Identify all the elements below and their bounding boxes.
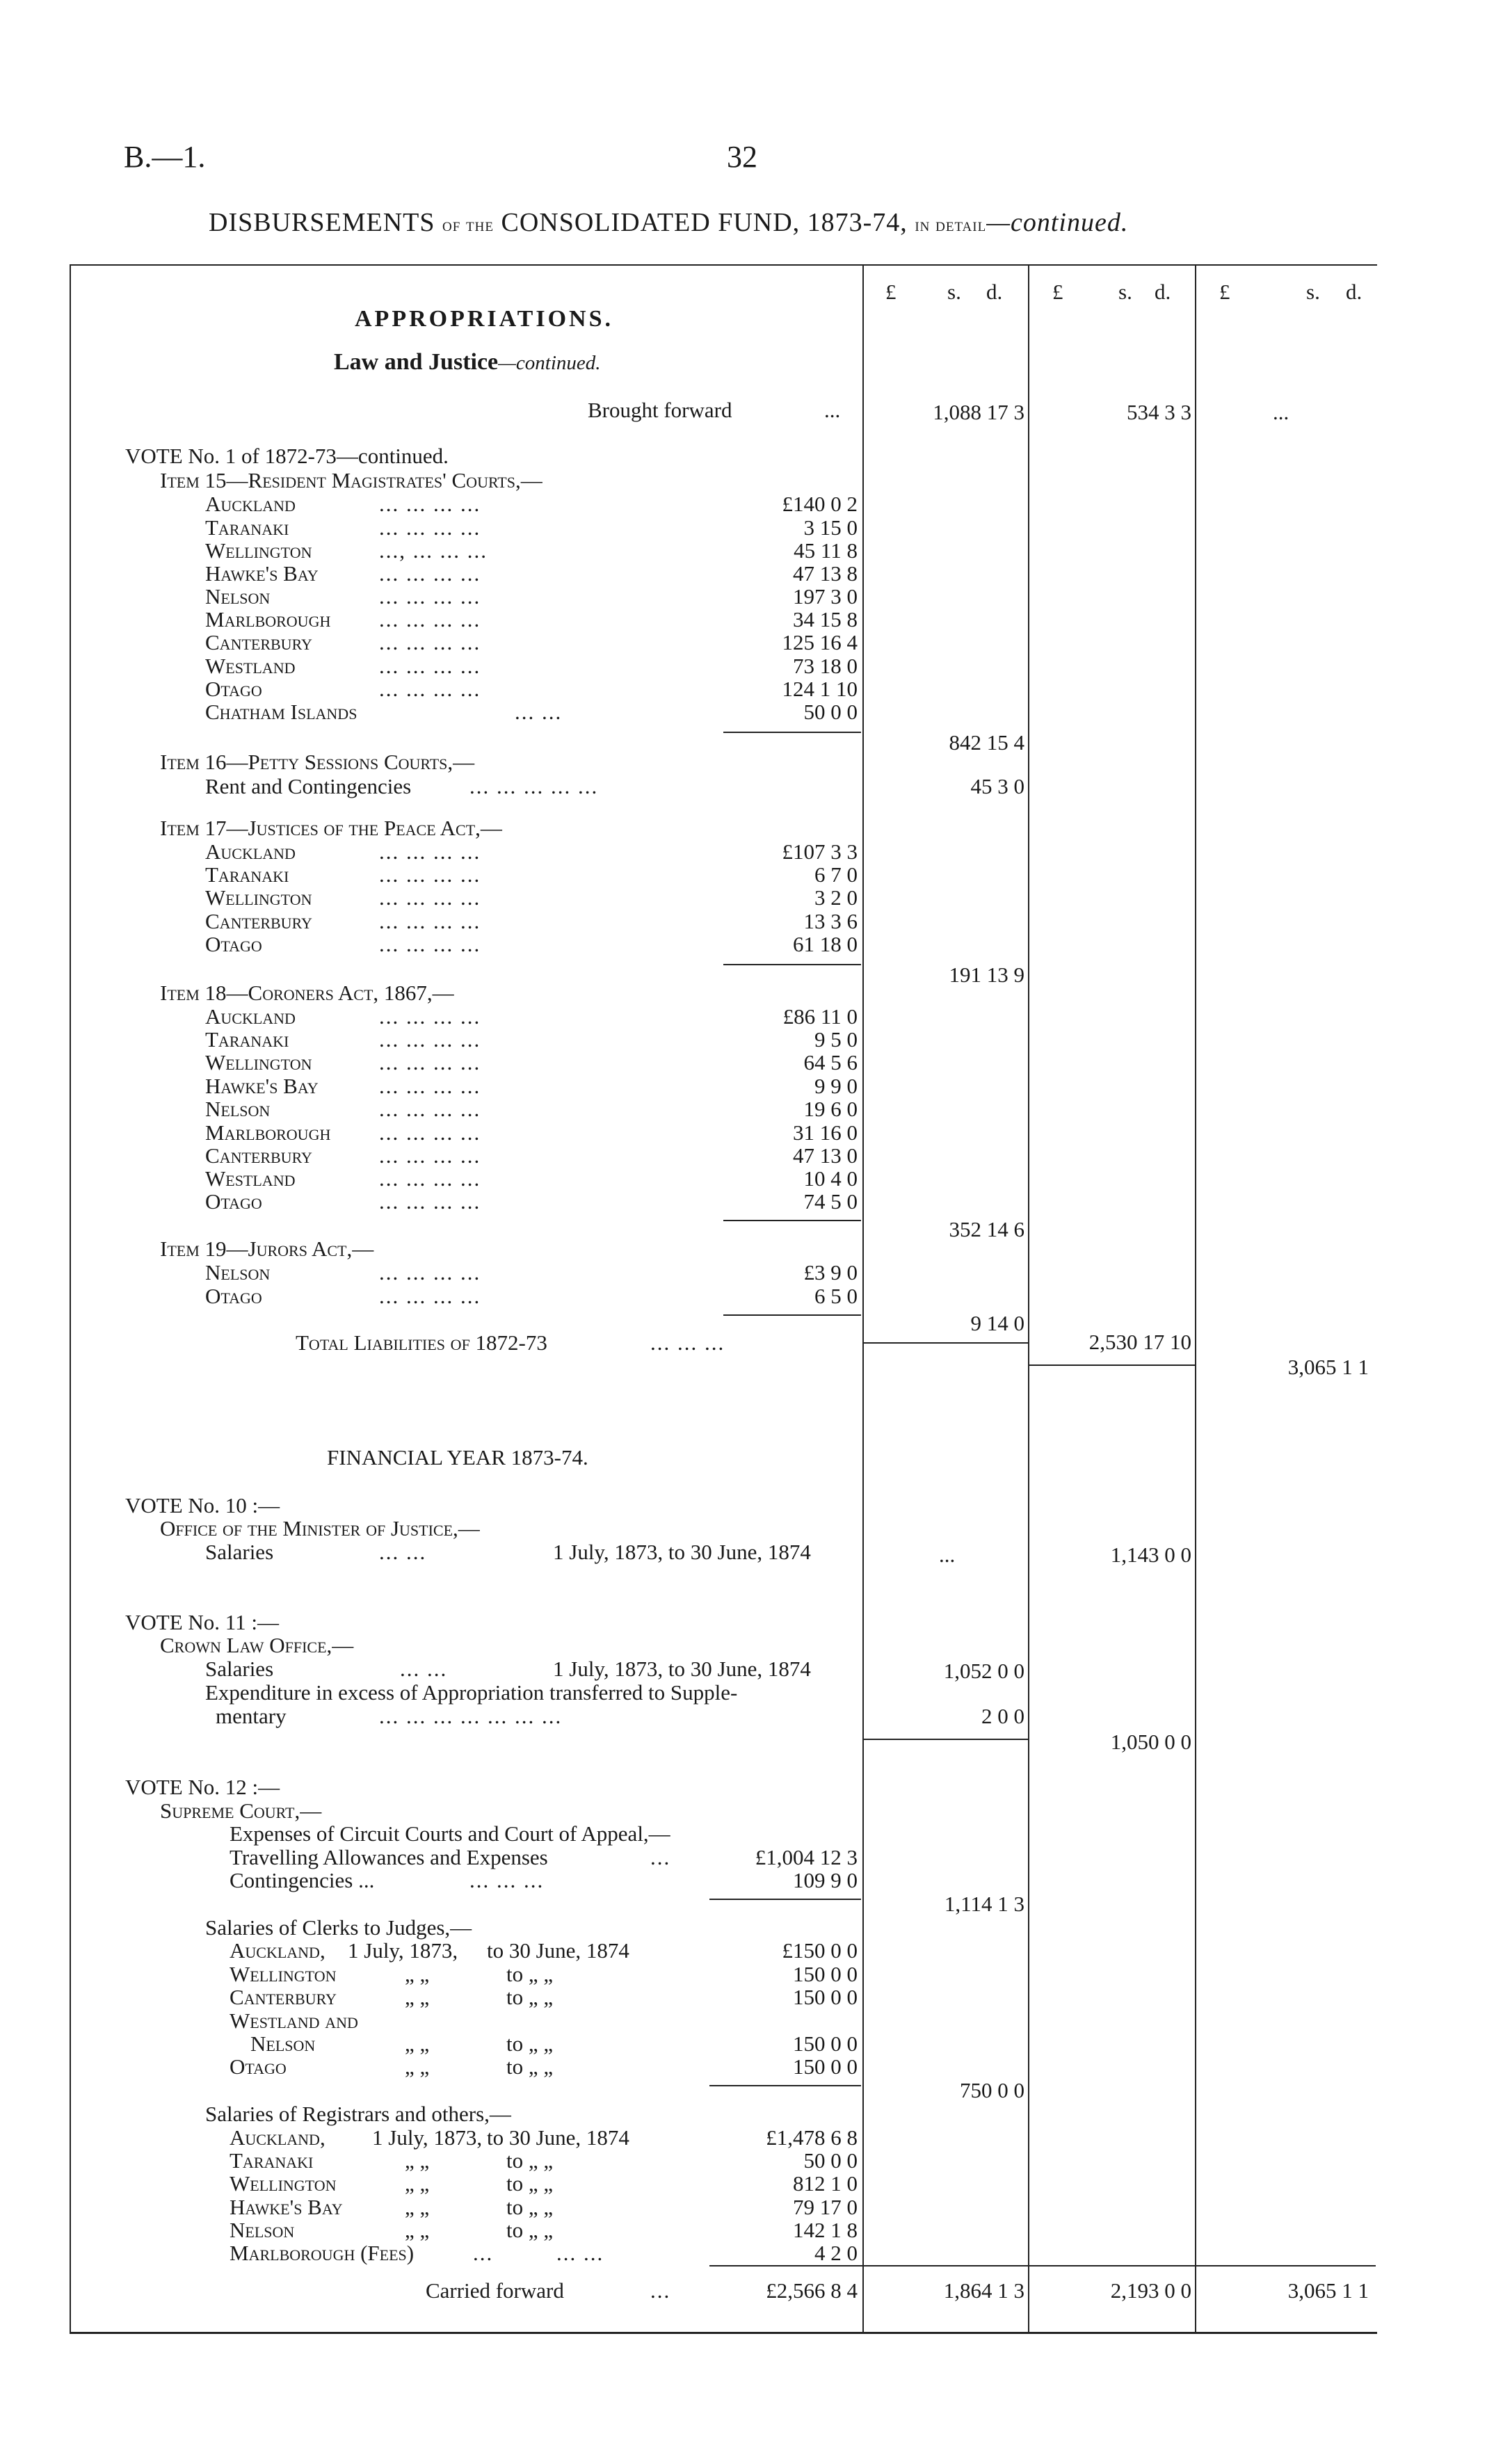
col1-pound-head: £ xyxy=(885,280,897,304)
vote12-travel-amount: £1,004 12 3 xyxy=(755,1845,858,1869)
table-left-rule xyxy=(70,264,71,2333)
vote1-heading: VOTE No. 1 of 1872-73—continued. xyxy=(125,444,449,468)
registrar-to: to „ „ xyxy=(506,2218,554,2242)
carried-forward-col3: 3,065 1 1 xyxy=(1287,2278,1369,2303)
title-part-5: —continued. xyxy=(986,208,1129,237)
clerk-name: Nelson xyxy=(250,2031,316,2056)
clerk-from: „ „ xyxy=(405,1962,430,1986)
item18-total: 352 14 6 xyxy=(949,1217,1024,1241)
item15-amount: 125 16 4 xyxy=(782,630,858,654)
financial-year-heading: FINANCIAL YEAR 1873-74. xyxy=(327,1445,588,1469)
item18-amount: 9 9 0 xyxy=(814,1074,858,1098)
item15-amount: 45 11 8 xyxy=(794,538,858,563)
item16-line: Rent and Contingencies xyxy=(205,774,412,798)
item15-dots: ... ... ... ... xyxy=(379,492,481,516)
page-number: 32 xyxy=(727,140,757,174)
registrar-from: „ „ xyxy=(405,2148,430,2173)
vote12-court: Supreme Court,— xyxy=(160,1798,322,1823)
item15-amount: 3 15 0 xyxy=(803,515,858,540)
brought-forward-dots: ... xyxy=(824,398,841,422)
vote12-circuit-total: 1,114 1 3 xyxy=(944,1892,1024,1916)
item17-name: Wellington xyxy=(205,885,312,910)
item18-name: Nelson xyxy=(205,1097,271,1121)
registrar-to: to „ „ xyxy=(506,2148,554,2173)
vote12-circuit-heading: Expenses of Circuit Courts and Court of Appeal,— xyxy=(230,1821,670,1846)
item18-dots: ... ... ... ... xyxy=(379,1027,481,1052)
item18-amount: 9 5 0 xyxy=(814,1027,858,1052)
item17-name: Canterbury xyxy=(205,909,312,933)
item15-dots: ... ... ... ... xyxy=(379,561,481,586)
item15-dots: ... ... ... ... xyxy=(379,515,481,540)
item15-amount: 197 3 0 xyxy=(793,584,858,609)
clerk-amount: 150 0 0 xyxy=(793,1962,858,1986)
item18-dots: ... ... ... ... xyxy=(379,1120,481,1145)
title-part-4: in detail xyxy=(915,214,987,235)
item17-name: Auckland xyxy=(205,839,296,864)
item17-heading: Item 17—Justices of the Peace Act,— xyxy=(160,816,502,840)
item15-name: Nelson xyxy=(205,584,271,609)
registrar-from: 1 July, 1873, xyxy=(372,2125,483,2150)
item18-dots: ... ... ... ... xyxy=(379,1189,481,1214)
item18-amount: 19 6 0 xyxy=(803,1097,858,1121)
col3-shilling-head: s. xyxy=(1306,280,1320,304)
item17-amount: 3 2 0 xyxy=(814,885,858,910)
col2-pence-head: d. xyxy=(1155,280,1171,304)
item17-dots: ... ... ... ... xyxy=(379,862,481,887)
item16-heading: Item 16—Petty Sessions Courts,— xyxy=(160,750,475,774)
item15-name: Hawke's Bay xyxy=(205,561,319,586)
vote10-heading: VOTE No. 10 :— xyxy=(125,1493,280,1517)
clerk-amount: 150 0 0 xyxy=(793,1985,858,2009)
registrar-name: Taranaki xyxy=(230,2148,314,2173)
item17-amount: £107 3 3 xyxy=(782,839,858,864)
col2-subtotal-rule xyxy=(1029,1364,1195,1366)
registrar-from: „ „ xyxy=(405,2195,430,2219)
registrar-amount: £1,478 6 8 xyxy=(766,2125,858,2150)
item17-sum-rule xyxy=(723,964,861,965)
registrar-name: Marlborough (Fees) xyxy=(230,2241,415,2265)
registrar-amount: 142 1 8 xyxy=(793,2218,858,2242)
title-part-3: CONSOLIDATED FUND, 1873-74, xyxy=(501,208,908,237)
item18-dots: ... ... ... ... xyxy=(379,1050,481,1074)
col2-shilling-head: s. xyxy=(1118,280,1132,304)
item17-name: Taranaki xyxy=(205,862,289,887)
item17-dots: ... ... ... ... xyxy=(379,909,481,933)
registrar-to: ... ... xyxy=(556,2241,604,2265)
clerk-name: Canterbury xyxy=(230,1985,337,2009)
item15-name: Canterbury xyxy=(205,630,312,654)
item18-name: Taranaki xyxy=(205,1027,289,1052)
item15-sum-rule xyxy=(723,732,861,733)
vote10-period: 1 July, 1873, to 30 June, 1874 xyxy=(553,1540,811,1564)
vote11-salaries-amount: 1,052 0 0 xyxy=(943,1659,1024,1683)
carried-forward-inner: £2,566 8 4 xyxy=(766,2278,858,2303)
item18-amount: 64 5 6 xyxy=(803,1050,858,1074)
registrar-name: Hawke's Bay xyxy=(230,2195,343,2219)
item19-amount: 6 5 0 xyxy=(814,1284,858,1308)
clerk-to: to „ „ xyxy=(506,2031,554,2056)
vote10-office: Office of the Minister of Justice,— xyxy=(160,1516,480,1540)
item15-heading: Item 15—Resident Magistrates' Courts,— xyxy=(160,468,542,492)
item15-name: Taranaki xyxy=(205,515,289,540)
carried-forward-col2: 2,193 0 0 xyxy=(1110,2278,1191,2303)
clerk-amount: 150 0 0 xyxy=(793,2031,858,2056)
item15-dots: ... ... ... ... xyxy=(379,607,481,631)
item18-name: Marlborough xyxy=(205,1120,331,1145)
vote10-salaries: Salaries xyxy=(205,1540,274,1564)
item18-name: Wellington xyxy=(205,1050,312,1074)
item15-name: Marlborough xyxy=(205,607,331,631)
item15-amount: £140 0 2 xyxy=(782,492,858,516)
total-liabilities-col2: 2,530 17 10 xyxy=(1088,1330,1191,1354)
item17-amount: 61 18 0 xyxy=(793,932,858,956)
item18-name: Auckland xyxy=(205,1004,296,1029)
col2-pound-head: £ xyxy=(1052,280,1063,304)
item18-sum-rule xyxy=(723,1220,861,1221)
item17-dots: ... ... ... ... xyxy=(379,932,481,956)
brought-forward-label: Brought forward xyxy=(588,398,732,422)
col1-pence-head: d. xyxy=(986,280,1003,304)
clerk-from: 1 July, 1873, xyxy=(348,1938,458,1963)
item18-name: Westland xyxy=(205,1166,296,1191)
item15-name: Wellington xyxy=(205,538,312,563)
vote11-period: 1 July, 1873, to 30 June, 1874 xyxy=(553,1657,811,1681)
item18-dots: ... ... ... ... xyxy=(379,1166,481,1191)
item19-dots: ... ... ... ... xyxy=(379,1284,481,1308)
registrar-amount: 50 0 0 xyxy=(803,2148,858,2173)
title-part-1: DISBURSEMENTS xyxy=(209,208,435,237)
vote12-contingencies: Contingencies ... xyxy=(230,1868,375,1892)
vote10-dots: ... ... xyxy=(379,1540,427,1564)
vote12-heading: VOTE No. 12 :— xyxy=(125,1775,280,1799)
total-liabilities-label: Total Liabilities of 1872-73 xyxy=(296,1330,547,1355)
item18-amount: 10 4 0 xyxy=(803,1166,858,1191)
item15-dots: ... ... ... ... xyxy=(379,630,481,654)
vote10-col1: ... xyxy=(939,1543,956,1567)
document-reference: B.—1. xyxy=(124,140,206,174)
item19-heading: Item 19—Jurors Act,— xyxy=(160,1237,374,1261)
clerks-sum-rule xyxy=(709,2085,861,2086)
registrar-amount: 812 1 0 xyxy=(793,2171,858,2196)
vote12-travel-dots: ... xyxy=(650,1845,671,1869)
carried-forward-dots: ... xyxy=(650,2278,671,2303)
col1-subtotal-rule xyxy=(864,1342,1028,1344)
item19-amount: £3 9 0 xyxy=(803,1260,858,1285)
vote12-travel: Travelling Allowances and Expenses xyxy=(230,1845,548,1869)
item15-dots: ..., ... ... ... xyxy=(379,538,488,563)
item15-dots: ... ... ... ... xyxy=(379,654,481,678)
item15-amount: 124 1 10 xyxy=(782,677,858,701)
carried-forward-label: Carried forward xyxy=(426,2278,564,2303)
brought-forward-col3: ... xyxy=(1273,400,1289,424)
item15-amount: 50 0 0 xyxy=(803,700,858,724)
item15-total: 842 15 4 xyxy=(949,730,1024,755)
item18-name: Hawke's Bay xyxy=(205,1074,319,1098)
law-justice-continued: —continued. xyxy=(498,352,601,374)
column-divider-1 xyxy=(862,264,864,2333)
law-justice-label: Law and Justice xyxy=(334,349,499,375)
item18-amount: £86 11 0 xyxy=(782,1004,858,1029)
item15-name: Chatham Islands xyxy=(205,700,357,724)
item18-amount: 74 5 0 xyxy=(803,1189,858,1214)
item17-total: 191 13 9 xyxy=(949,963,1024,987)
title-part-2: of the xyxy=(442,214,494,235)
vote12-contingencies-dots: ... ... ... xyxy=(469,1868,545,1892)
clerks-heading: Salaries of Clerks to Judges,— xyxy=(205,1915,472,1940)
clerk-from: „ „ xyxy=(405,2031,430,2056)
registrar-name: Wellington xyxy=(230,2171,337,2196)
vote12-contingencies-amount: 109 9 0 xyxy=(793,1868,858,1892)
vote11-sum-rule xyxy=(864,1739,1028,1740)
brought-forward-col2: 534 3 3 xyxy=(1127,400,1191,424)
clerk-to: to „ „ xyxy=(506,1962,554,1986)
item15-dots: ... ... xyxy=(515,700,563,724)
total-liabilities-col3: 3,065 1 1 xyxy=(1287,1355,1369,1379)
item15-amount: 73 18 0 xyxy=(793,654,858,678)
item17-dots: ... ... ... ... xyxy=(379,839,481,864)
item18-heading: Item 18—Coroners Act, 1867,— xyxy=(160,981,454,1005)
item17-amount: 13 3 6 xyxy=(803,909,858,933)
item17-dots: ... ... ... ... xyxy=(379,885,481,910)
item18-name: Otago xyxy=(205,1189,262,1214)
law-justice-heading xyxy=(334,349,601,376)
item19-name: Otago xyxy=(205,1284,262,1308)
vote11-office: Crown Law Office,— xyxy=(160,1633,354,1657)
clerks-total: 750 0 0 xyxy=(960,2078,1024,2102)
vote11-excess-line2: mentary xyxy=(216,1704,287,1728)
vote11-excess-line1: Expenditure in excess of Appropriation transferred to Supple- xyxy=(205,1680,738,1705)
item18-amount: 31 16 0 xyxy=(793,1120,858,1145)
column-divider-2 xyxy=(1028,264,1029,2333)
item18-dots: ... ... ... ... xyxy=(379,1074,481,1098)
vote11-col2: 1,050 0 0 xyxy=(1110,1730,1191,1754)
item18-dots: ... ... ... ... xyxy=(379,1143,481,1168)
clerk-amount: 150 0 0 xyxy=(793,2054,858,2079)
table-top-rule xyxy=(70,264,1377,266)
item19-name: Nelson xyxy=(205,1260,271,1285)
registrar-from: „ „ xyxy=(405,2171,430,2196)
clerk-name: Westland and xyxy=(230,2008,358,2033)
clerk-from: „ „ xyxy=(405,1985,430,2009)
column-divider-3 xyxy=(1195,264,1196,2333)
registrar-from: ... xyxy=(473,2241,494,2265)
item16-dots: ... ... ... ... ... xyxy=(469,774,599,798)
clerk-to: to „ „ xyxy=(506,2054,554,2079)
carried-forward-rule xyxy=(709,2265,1376,2266)
registrar-to: to 30 June, 1874 xyxy=(487,2125,629,2150)
col1-shilling-head: s. xyxy=(947,280,961,304)
table-bottom-rule xyxy=(70,2332,1377,2334)
item18-dots: ... ... ... ... xyxy=(379,1004,481,1029)
item19-dots: ... ... ... ... xyxy=(379,1260,481,1285)
registrars-heading: Salaries of Registrars and others,— xyxy=(205,2102,511,2126)
registrar-name: Auckland, xyxy=(230,2125,325,2150)
registrar-to: to „ „ xyxy=(506,2171,554,2196)
registrar-name: Nelson xyxy=(230,2218,295,2242)
vote12-circuit-sum-rule xyxy=(709,1899,861,1900)
vote11-dots: ... ... xyxy=(400,1657,448,1681)
clerk-amount: £150 0 0 xyxy=(782,1938,858,1963)
item15-amount: 47 13 8 xyxy=(793,561,858,586)
carried-forward-col1: 1,864 1 3 xyxy=(943,2278,1024,2303)
col3-pound-head: £ xyxy=(1219,280,1230,304)
item18-amount: 47 13 0 xyxy=(793,1143,858,1168)
registrar-to: to „ „ xyxy=(506,2195,554,2219)
item16-total: 45 3 0 xyxy=(970,774,1024,798)
clerk-to: to „ „ xyxy=(506,1985,554,2009)
item15-dots: ... ... ... ... xyxy=(379,677,481,701)
item15-amount: 34 15 8 xyxy=(793,607,858,631)
item15-name: Westland xyxy=(205,654,296,678)
item17-name: Otago xyxy=(205,932,262,956)
item15-name: Otago xyxy=(205,677,262,701)
item18-dots: ... ... ... ... xyxy=(379,1097,481,1121)
registrar-amount: 79 17 0 xyxy=(793,2195,858,2219)
item18-name: Canterbury xyxy=(205,1143,312,1168)
item15-dots: ... ... ... ... xyxy=(379,584,481,609)
item17-amount: 6 7 0 xyxy=(814,862,858,887)
clerk-name: Wellington xyxy=(230,1962,337,1986)
vote11-excess-amount: 2 0 0 xyxy=(981,1704,1024,1728)
vote11-salaries: Salaries xyxy=(205,1657,274,1681)
registrar-from: „ „ xyxy=(405,2218,430,2242)
col3-pence-head: d. xyxy=(1346,280,1363,304)
total-liabilities-dots: ... ... ... xyxy=(650,1330,725,1355)
clerk-name: Otago xyxy=(230,2054,287,2079)
registrar-amount: 4 2 0 xyxy=(814,2241,858,2265)
page-title xyxy=(209,207,1128,238)
vote11-excess-dots: ... ... ... ... ... ... ... xyxy=(379,1704,563,1728)
vote11-heading: VOTE No. 11 :— xyxy=(125,1610,279,1634)
clerk-from: „ „ xyxy=(405,2054,430,2079)
vote10-col2: 1,143 0 0 xyxy=(1110,1543,1191,1567)
brought-forward-col1: 1,088 17 3 xyxy=(933,400,1024,424)
item19-total: 9 14 0 xyxy=(970,1311,1024,1335)
clerk-name: Auckland, xyxy=(230,1938,325,1963)
clerk-to: to 30 June, 1874 xyxy=(487,1938,629,1963)
appropriations-heading: APPROPRIATIONS. xyxy=(355,306,613,332)
item19-sum-rule xyxy=(723,1314,861,1316)
item15-name: Auckland xyxy=(205,492,296,516)
